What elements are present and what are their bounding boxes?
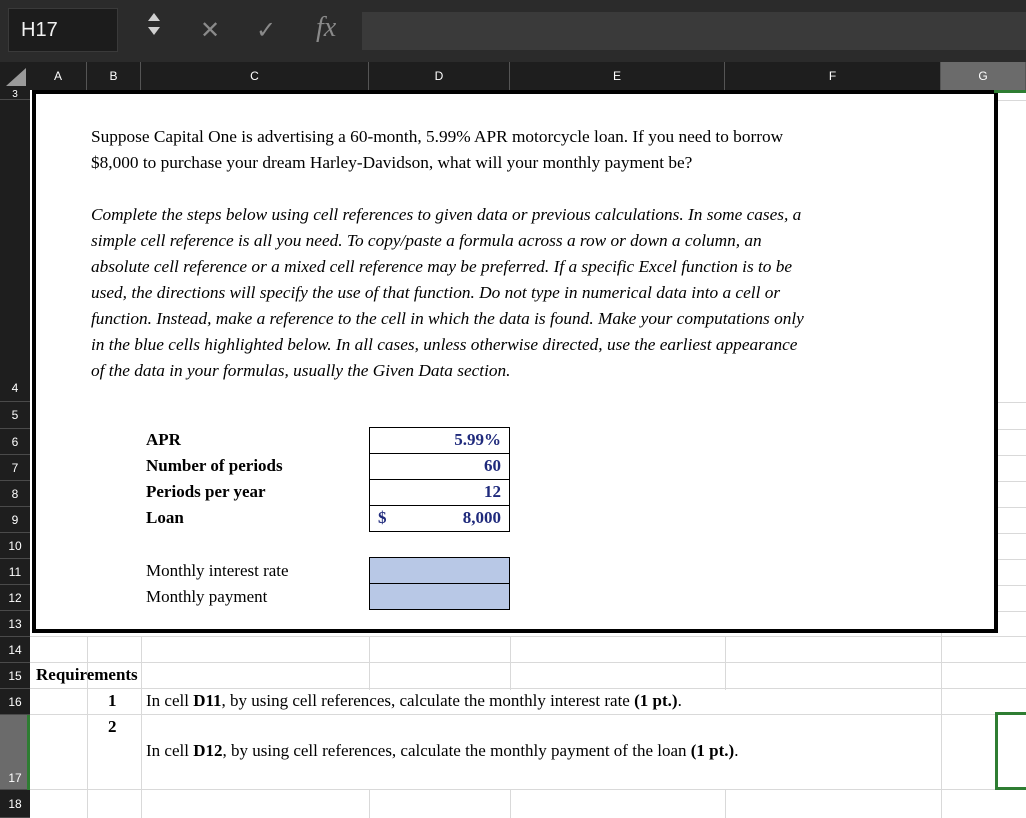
confirm-icon[interactable]: ✓ (256, 17, 277, 44)
requirement-2-post: , by using cell references, calculate the monthly payment of the loan (222, 741, 691, 760)
row-header-15[interactable]: 15 (0, 663, 30, 689)
column-header-b[interactable]: B (87, 62, 141, 90)
requirement-1-end: . (677, 691, 682, 710)
instructions-line-2: simple cell reference is all you need. To copy/paste a formula across a row or down a column, an (91, 231, 762, 250)
instructions-line-4: used, the directions will specify the use of that function. Do not type in numerical data into a cell or (91, 283, 781, 302)
grid-line (141, 636, 142, 818)
grid-line (369, 636, 370, 690)
payment-label: Monthly payment (146, 587, 268, 606)
column-header-a[interactable]: A (30, 62, 87, 90)
fx-icon[interactable]: fx (316, 12, 337, 43)
selected-cell-h17[interactable] (995, 712, 1026, 790)
row-header-4[interactable]: 4 (0, 100, 30, 402)
grid-line (510, 636, 511, 690)
requirement-2-text (146, 741, 738, 761)
row-header-16[interactable]: 16 (0, 689, 30, 715)
grid-line (725, 636, 726, 690)
instructions-line-3: absolute cell reference or a mixed cell reference may be preferred. If a specific Excel function is to be (91, 257, 793, 276)
row-header-17[interactable]: 17 (0, 715, 30, 790)
grid-line (369, 789, 370, 818)
requirement-2-end: . (734, 741, 739, 760)
row-header-13[interactable]: 13 (0, 611, 30, 637)
loan-currency-symbol: $ (378, 508, 387, 527)
grid-line (30, 688, 1026, 689)
per-year-label: Periods per year (146, 482, 266, 501)
grid-line (87, 636, 88, 818)
grid-line (998, 559, 1026, 560)
grid-line (30, 789, 1026, 790)
grid-line (998, 455, 1026, 456)
row-header-3[interactable]: 3 (0, 90, 30, 100)
row-header-8[interactable]: 8 (0, 481, 30, 507)
row-header-18[interactable]: 18 (0, 790, 30, 818)
grid-line (998, 585, 1026, 586)
grid-line (30, 636, 1026, 637)
row-header-9[interactable]: 9 (0, 507, 30, 533)
grid-line (998, 507, 1026, 508)
selection-row-indicator (27, 715, 30, 790)
grid-line (998, 481, 1026, 482)
row-header-7[interactable]: 7 (0, 455, 30, 481)
instructions-line-7: of the data in your formulas, usually the Given Data section. (91, 361, 511, 380)
name-box[interactable]: H17 (8, 8, 118, 52)
column-header-g[interactable]: G (941, 62, 1026, 90)
grid-line (998, 100, 1026, 101)
intro-line-2: $8,000 to purchase your dream Harley-Davidson, what will your monthly payment be? (91, 153, 693, 172)
row-header-10[interactable]: 10 (0, 533, 30, 559)
periods-cell[interactable]: 60 (369, 453, 510, 480)
instructions-line-6: in the blue cells highlighted below. In all cases, unless otherwise directed, use the earliest appearance (91, 335, 798, 354)
intro-line-1: Suppose Capital One is advertising a 60-month, 5.99% APR motorcycle loan. If you need to borrow (91, 127, 784, 146)
requirement-1-post: , by using cell references, calculate the monthly interest rate (221, 691, 635, 710)
select-all-corner[interactable] (0, 62, 30, 90)
grid-line (998, 429, 1026, 430)
instructions-line-1: Complete the steps below using cell references to given data or previous calculations. In some cases, a (91, 205, 802, 224)
column-header-c[interactable]: C (141, 62, 369, 90)
requirements-title: Requirements (36, 665, 138, 684)
grid-line (998, 533, 1026, 534)
box-top-accent (994, 90, 1026, 93)
grid-line (998, 611, 1026, 612)
monthly-payment-cell[interactable] (369, 583, 510, 610)
requirement-1-text (146, 691, 682, 711)
grid-line (725, 789, 726, 818)
row-header-5[interactable]: 5 (0, 402, 30, 429)
periods-label: Number of periods (146, 456, 283, 475)
monthly-rate-cell[interactable] (369, 557, 510, 584)
row-header-11[interactable]: 11 (0, 559, 30, 585)
row-header-14[interactable]: 14 (0, 637, 30, 663)
loan-label: Loan (146, 508, 184, 527)
requirement-2-points: (1 pt.) (690, 741, 735, 760)
requirement-2-cell: D12 (193, 741, 223, 760)
name-box-stepper-icon[interactable] (146, 11, 162, 51)
per-year-cell[interactable]: 12 (369, 479, 510, 506)
grid-line (510, 789, 511, 818)
formula-input[interactable] (362, 12, 1026, 50)
requirement-1-cell: D11 (193, 691, 222, 710)
row-header-6[interactable]: 6 (0, 429, 30, 455)
instructions-line-5: function. Instead, make a reference to the cell in which the data is found. Make your computations only (91, 309, 804, 328)
requirement-1-number: 1 (108, 691, 117, 710)
requirement-1-pre: In cell (146, 691, 194, 710)
apr-label: APR (146, 430, 181, 449)
loan-value: 8,000 (462, 508, 501, 527)
requirement-1-points: (1 pt.) (634, 691, 678, 710)
cancel-icon[interactable]: ✕ (200, 17, 221, 44)
column-header-e[interactable]: E (510, 62, 725, 90)
requirement-2-number: 2 (108, 717, 117, 736)
rate-label: Monthly interest rate (146, 561, 289, 580)
requirement-2-pre: In cell (146, 741, 194, 760)
grid-line (998, 402, 1026, 403)
apr-cell[interactable]: 5.99% (369, 427, 510, 454)
grid-line (30, 714, 1026, 715)
grid-line (30, 662, 1026, 663)
column-header-d[interactable]: D (369, 62, 510, 90)
loan-cell[interactable] (369, 505, 510, 532)
row-header-12[interactable]: 12 (0, 585, 30, 611)
column-header-f[interactable]: F (725, 62, 941, 90)
